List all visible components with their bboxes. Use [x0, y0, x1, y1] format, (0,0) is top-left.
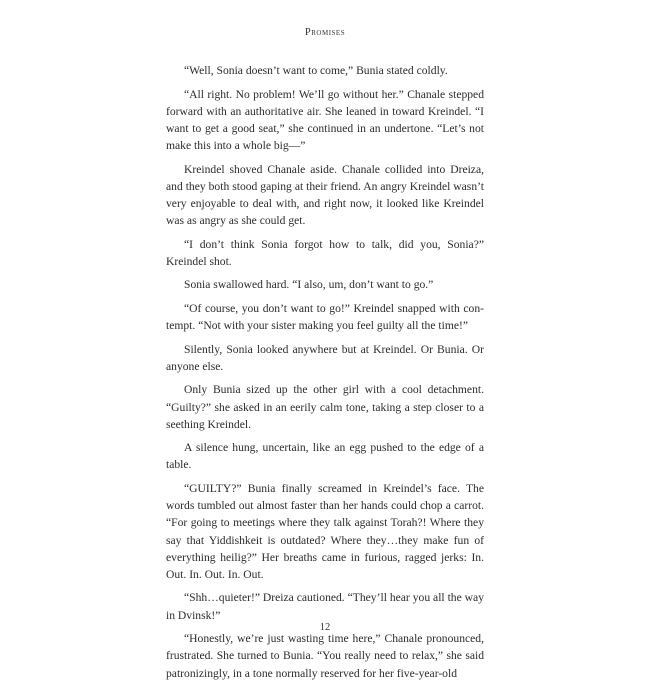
paragraph: “Of course, you don’t want to go!” Kreindel snapped with contempt. “Not with your sister making you feel guilty all the time!” — [166, 301, 484, 333]
paragraph: Sonia swallowed hard. “I also, um, don’t want to go.” — [184, 278, 434, 292]
body-text — [166, 62, 484, 688]
paragraph: Silently, Sonia looked anywhere but at Kreindel. Or Bunia. Or anyone else. — [166, 342, 484, 373]
running-head: Promises — [304, 27, 346, 38]
paragraph: “Shh…quieter!” Dreiza cautioned. “They’ll hear you all the way in Dvinsk!” — [166, 591, 484, 622]
paragraph: A silence hung, uncertain, like an egg pushed to the edge of a table. — [166, 441, 484, 472]
paragraph: “Well, Sonia doesn’t want to come,” Bunia stated coldly. — [184, 64, 448, 77]
paragraph: Kreindel shoved Chanale aside. Chanale collided into Dreiza, and they both stood gaping at their friend. An angry Kreindel wasn’t very enjoyable to deal with, and right now, it looked like Kreindel was as angry as she could get. — [166, 162, 484, 228]
paragraph: Only Bunia sized up the other girl with a cool detachment. “Guilty?” she asked in an eerily calm tone, taking a step closer to a seething Kreindel. — [166, 383, 484, 431]
page-number: 12 — [319, 622, 331, 633]
paragraph: “I don’t think Sonia forgot how to talk, did you, Sonia?” Kreindel shot. — [166, 237, 484, 268]
paragraph: “GUILTY?” Bunia finally screamed in Kreindel’s face. The words tumbled out almost faster than her hands could chop a carrot. “For going to meetings where they talk against Torah?! Where they say that Yiddishkeit is outdated? Where they…they make fun of everything heilig?” Her breaths came in furious, ragged jerks: In. Out. In. Out. In. Out. — [166, 481, 484, 581]
paragraph: “All right. No problem! We’ll go without her.” Chanale stepped forward with an authoritative air. She leaned in toward Kreindel. “I want to get a good seat,” she continued in an undertone. “Let’s not make this into a whole big—” — [166, 87, 484, 153]
paragraph: “Honestly, we’re just wasting time here,” Chanale pronounced, frustrated. She turned to Bunia. “You really need to relax,” she said patronizingly, in a tone normally reserved for her five-year-old — [166, 632, 484, 680]
